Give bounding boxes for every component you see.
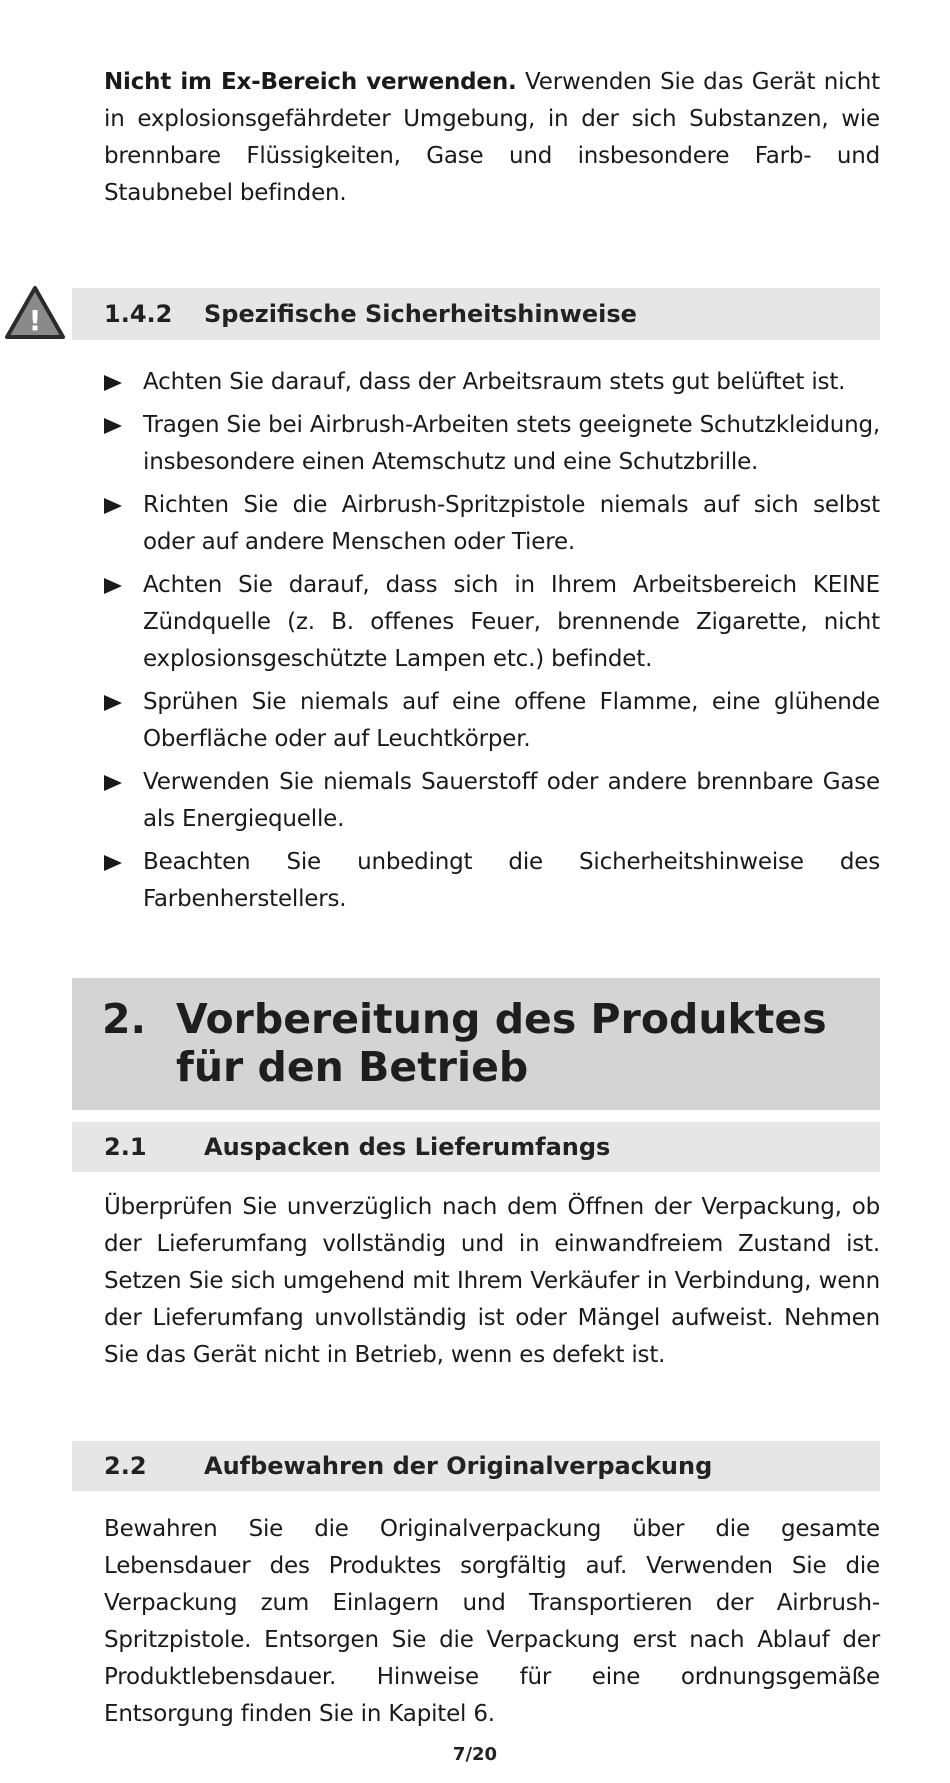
list-item [104,364,880,401]
bullet-arrow-icon [104,375,122,391]
list-item-text: Beachten Sie unbedingt die Sicherheitshinweise des Farbenherstellers. [143,849,880,912]
list-item [104,764,880,838]
list-item-text: Tragen Sie bei Airbrush-Arbeiten stets geeignete Schutzkleidung, insbesondere einen Atemschutz und eine Schutzbrille. [143,412,880,475]
bullet-arrow-icon [104,855,122,871]
ex-area-warning-lead: Nicht im Ex-Bereich verwenden. [104,69,517,95]
chapter-number: 2. [102,995,147,1043]
warning-glyph: ! [28,304,42,337]
section-number: 2.1 [104,1133,147,1161]
section-1-4-2-heading [72,288,880,340]
packaging-paragraph: Bewahren Sie die Originalverpackung über die gesamte Lebensdauer des Produktes sorgfältig auf. Verwenden Sie die Verpackung zum Einlagern und Transportieren der Airbrush-Spritzpistole. Entsorgen Sie die Verpackung erst nach Ablauf der Produktlebensdauer. Hinweise für eine ordnungsgemäße Entsorgung finden Sie in Kapitel 6. [104,1516,880,1727]
list-item-text: Achten Sie darauf, dass sich in Ihrem Arbeitsbereich KEINE Zündquelle (z. B. offenes Feuer, brennende Zigarette, nicht explosionsgeschützte Lampen etc.) befindet. [143,572,880,672]
page-number: 7/20 [452,1744,498,1765]
list-item [104,684,880,758]
list-item [104,407,880,481]
section-title: Auspacken des Lieferumfangs [204,1133,611,1161]
safety-bullet-list [104,364,880,924]
section-2-1-heading [72,1122,880,1172]
chapter-title: Vorbereitung des Produktes für den Betrieb [176,995,827,1091]
bullet-arrow-icon [104,418,122,434]
ex-area-warning-text: Verwenden Sie das Gerät nicht in explosionsgefährdeter Umgebung, in der sich Substanzen, wie brennbare Flüssigkeiten, Gase und insbesondere Farb- und Staubnebel befinden. [104,69,880,206]
section-title: Aufbewahren der Originalverpackung [204,1452,713,1480]
bullet-arrow-icon [104,498,122,514]
section-number: 2.2 [104,1452,147,1480]
bullet-arrow-icon [104,775,122,791]
warning-triangle-icon [4,285,66,341]
ex-area-warning-paragraph [104,64,880,212]
bullet-arrow-icon [104,695,122,711]
list-item-text: Sprühen Sie niemals auf eine offene Flamme, eine glühende Oberfläche oder auf Leuchtkörper. [143,689,880,752]
list-item [104,844,880,918]
section-number: 1.4.2 [104,300,173,328]
section-title: Spezifische Sicherheitshinweise [204,300,637,328]
unpacking-paragraph: Überprüfen Sie unverzüglich nach dem Öffnen der Verpackung, ob der Lieferumfang vollständig und in einwandfreiem Zustand ist. Setzen Sie sich umgehend mit Ihrem Verkäufer in Verbindung, wenn der Lieferumfang unvollständig ist oder Mängel aufweist. Nehmen Sie das Gerät nicht in Betrieb, wenn es defekt ist. [104,1194,880,1368]
list-item [104,567,880,678]
list-item-text: Achten Sie darauf, dass der Arbeitsraum stets gut belüftet ist. [143,369,846,395]
list-item-text: Richten Sie die Airbrush-Spritzpistole niemals auf sich selbst oder auf andere Menschen oder Tiere. [143,492,880,555]
list-item-text: Verwenden Sie niemals Sauerstoff oder andere brennbare Gase als Energiequelle. [143,769,880,832]
list-item [104,487,880,561]
bullet-arrow-icon [104,578,122,594]
chapter-2-heading [72,978,880,1110]
section-2-2-heading [72,1441,880,1491]
